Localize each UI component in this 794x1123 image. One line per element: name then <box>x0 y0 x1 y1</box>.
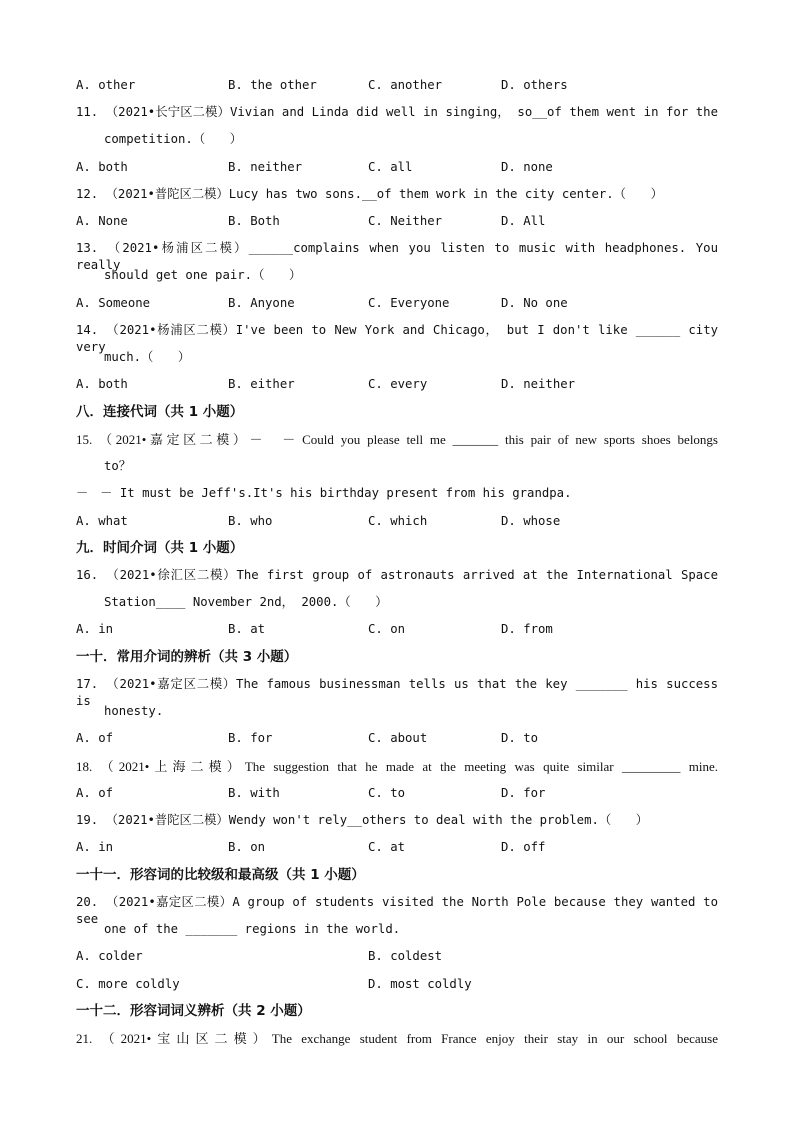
question-15-dialogue-reply: －ﾠ－ It must be Jeff's.It's his birthday present from his grandpa. <box>76 486 572 500</box>
option-a[interactable]: A. colder <box>76 949 143 963</box>
option-d[interactable]: D. from <box>501 622 553 636</box>
option-d[interactable]: D. neither <box>501 377 576 391</box>
question-16-stem-cont: Station____ November 2nd， 2000.（ ） <box>104 595 388 609</box>
question-14-stem: 14. （2021•杨浦区二模）I've been to New York and Chicago， but I don't like ______ city very <box>76 323 718 354</box>
option-a[interactable]: A. both <box>76 160 128 174</box>
section-heading-8: 八．连接代词（共 1 小题） <box>76 404 244 420</box>
option-c[interactable]: C. about <box>368 731 428 745</box>
option-c[interactable]: C. more coldly <box>76 977 180 991</box>
question-20-stem: 20. （2021•嘉定区二模）A group of students visited the North Pole because they wanted to see <box>76 895 718 926</box>
question-11-stem: 11. （2021•长宁区二模）Vivian and Linda did well in singing， so__of them went in for the <box>76 105 718 119</box>
option-c[interactable]: C. at <box>368 840 406 854</box>
question-11-stem-cont: competition.（ ） <box>104 132 243 146</box>
question-17-stem: 17. （2021•嘉定区二模）The famous businessman tells us that the key _______ his success is <box>76 677 718 708</box>
option-d[interactable]: D. All <box>501 214 546 228</box>
option-a[interactable]: A. of <box>76 786 114 800</box>
question-12-stem: 12. （2021•普陀区二模）Lucy has two sons.__of them work in the city center.（ ） <box>76 187 663 201</box>
option-b[interactable]: B. Both <box>228 214 280 228</box>
question-13-stem-cont: should get one pair.（ ） <box>104 268 302 282</box>
option-a[interactable]: A. None <box>76 214 128 228</box>
option-a[interactable]: A. in <box>76 840 114 854</box>
option-b[interactable]: B. on <box>228 840 266 854</box>
question-16-stem: 16. （2021•徐汇区二模）The first group of astronauts arrived at the International Space <box>76 568 718 582</box>
option-d[interactable]: D. off <box>501 840 546 854</box>
option-c[interactable]: C. on <box>368 622 406 636</box>
question-15-stem-cont: to？ <box>104 459 132 473</box>
option-b[interactable]: B. who <box>228 514 273 528</box>
option-d[interactable]: D. No one <box>501 296 568 310</box>
option-c[interactable]: C. Neither <box>368 214 443 228</box>
option-b[interactable]: B. coldest <box>368 949 443 963</box>
option-c[interactable]: C. to <box>368 786 406 800</box>
option-b[interactable]: B. for <box>228 731 273 745</box>
question-21-stem: 21. （2021•宝山区二模）The exchange student from France enjoy their stay in our school because <box>76 1031 718 1046</box>
option-d[interactable]: D. others <box>501 78 568 92</box>
option-b[interactable]: B. Anyone <box>228 296 295 310</box>
option-d[interactable]: D. for <box>501 786 546 800</box>
question-19-stem: 19. （2021•普陀区二模）Wendy won't rely__others to deal with the problem.（ ） <box>76 813 649 827</box>
option-d[interactable]: D. none <box>501 160 553 174</box>
question-14-stem-cont: much.（ ） <box>104 350 191 364</box>
section-heading-10: 一十．常用介词的辨析（共 3 小题） <box>76 649 298 665</box>
option-c[interactable]: C. another <box>368 78 443 92</box>
option-c[interactable]: C. which <box>368 514 428 528</box>
question-20-stem-cont: one of the _______ regions in the world. <box>104 922 401 936</box>
option-d[interactable]: D. whose <box>501 514 561 528</box>
question-15-stem: 15. （2021•嘉定区二模）－ﾠ－ Could you please tell me _______ this pair of new sports shoes belongs <box>76 432 718 447</box>
option-a[interactable]: A. of <box>76 731 114 745</box>
section-heading-12: 一十二．形容词词义辨析（共 2 小题） <box>76 1003 311 1019</box>
option-b[interactable]: B. either <box>228 377 295 391</box>
option-a[interactable]: A. both <box>76 377 128 391</box>
question-18-stem: 18. （2021•上海二模）The suggestion that he made at the meeting was quite similar _________ mine. <box>76 759 718 774</box>
option-d[interactable]: D. most coldly <box>368 977 472 991</box>
option-a[interactable]: A. Someone <box>76 296 151 310</box>
option-a[interactable]: A. what <box>76 514 128 528</box>
option-c[interactable]: C. all <box>368 160 413 174</box>
question-17-stem-cont: honesty. <box>104 704 164 718</box>
option-a[interactable]: A. other <box>76 78 136 92</box>
option-b[interactable]: B. neither <box>228 160 303 174</box>
option-d[interactable]: D. to <box>501 731 539 745</box>
option-b[interactable]: B. the other <box>228 78 317 92</box>
option-c[interactable]: C. Everyone <box>368 296 450 310</box>
option-b[interactable]: B. at <box>228 622 266 636</box>
option-a[interactable]: A. in <box>76 622 114 636</box>
option-b[interactable]: B. with <box>228 786 280 800</box>
question-13-stem: 13. （2021•杨浦区二模）______complains when you listen to music with headphones. You really <box>76 241 718 272</box>
section-heading-11: 一十一．形容词的比较级和最高级（共 1 小题） <box>76 867 365 883</box>
option-c[interactable]: C. every <box>368 377 428 391</box>
section-heading-9: 九．时间介词（共 1 小题） <box>76 540 244 556</box>
